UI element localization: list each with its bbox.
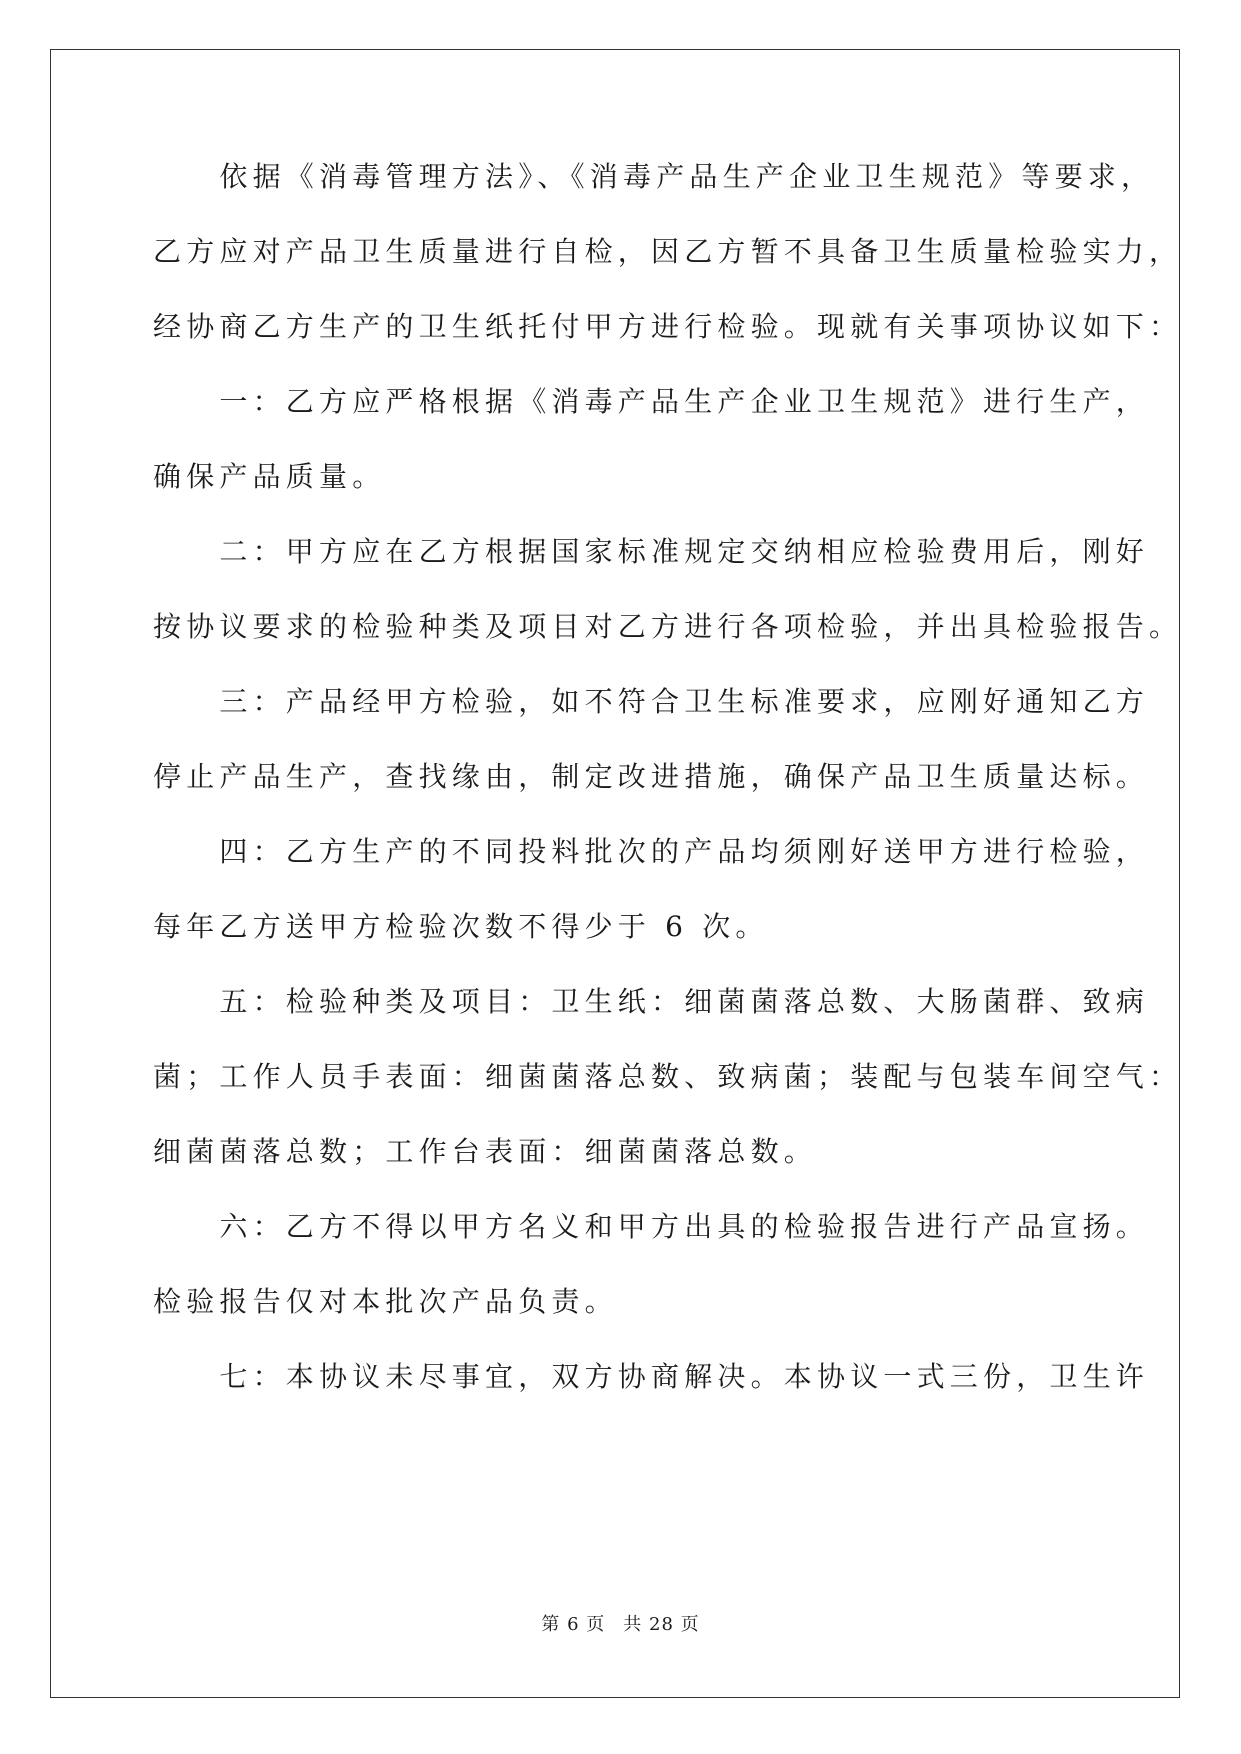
text-line: 五：检验种类及项目：卫生纸：细菌菌落总数、大肠菌群、致病 [153,985,1150,1018]
current-page-number: 第 6 页 [541,1614,606,1635]
total-pages: 共 28 页 [623,1614,700,1635]
text-line: 确保产品质量。 [153,460,386,493]
text-line: 每年乙方送甲方检验次数不得少于 6 次。 [153,910,769,943]
text-line: 乙方应对产品卫生质量进行自检，因乙方暂不具备卫生质量检验实力， [153,235,1183,268]
text-line: 检验报告仅对本批次产品负责。 [153,1285,618,1318]
text-line: 三：产品经甲方检验，如不符合卫生标准要求，应刚好通知乙方 [153,685,1150,718]
text-line: 细菌菌落总数；工作台表面：细菌菌落总数。 [153,1135,818,1168]
text-line: 按协议要求的检验种类及项目对乙方进行各项检验，并出具检验报告。 [153,610,1183,643]
text-line: 二：甲方应在乙方根据国家标准规定交纳相应检验费用后，刚好 [153,535,1150,568]
text-line: 六：乙方不得以甲方名义和甲方出具的检验报告进行产品宣扬。 [153,1210,1150,1243]
page-footer [0,1614,1241,1636]
text-line: 七：本协议未尽事宜，双方协商解决。本协议一式三份，卫生许 [153,1360,1150,1393]
text-line: 一：乙方应严格根据《消毒产品生产企业卫生规范》进行生产， [153,385,1150,418]
text-line: 四：乙方生产的不同投料批次的产品均须刚好送甲方进行检验， [153,835,1150,868]
text-line: 菌；工作人员手表面：细菌菌落总数、致病菌；装配与包装车间空气： [153,1060,1183,1093]
text-line: 经协商乙方生产的卫生纸托付甲方进行检验。现就有关事项协议如下： [153,310,1183,343]
document-body [153,160,1183,1437]
text-line: 依据《消毒管理方法》、《消毒产品生产企业卫生规范》等要求， [153,160,1155,193]
text-line: 停止产品生产，查找缘由，制定改进措施，确保产品卫生质量达标。 [153,760,1150,793]
